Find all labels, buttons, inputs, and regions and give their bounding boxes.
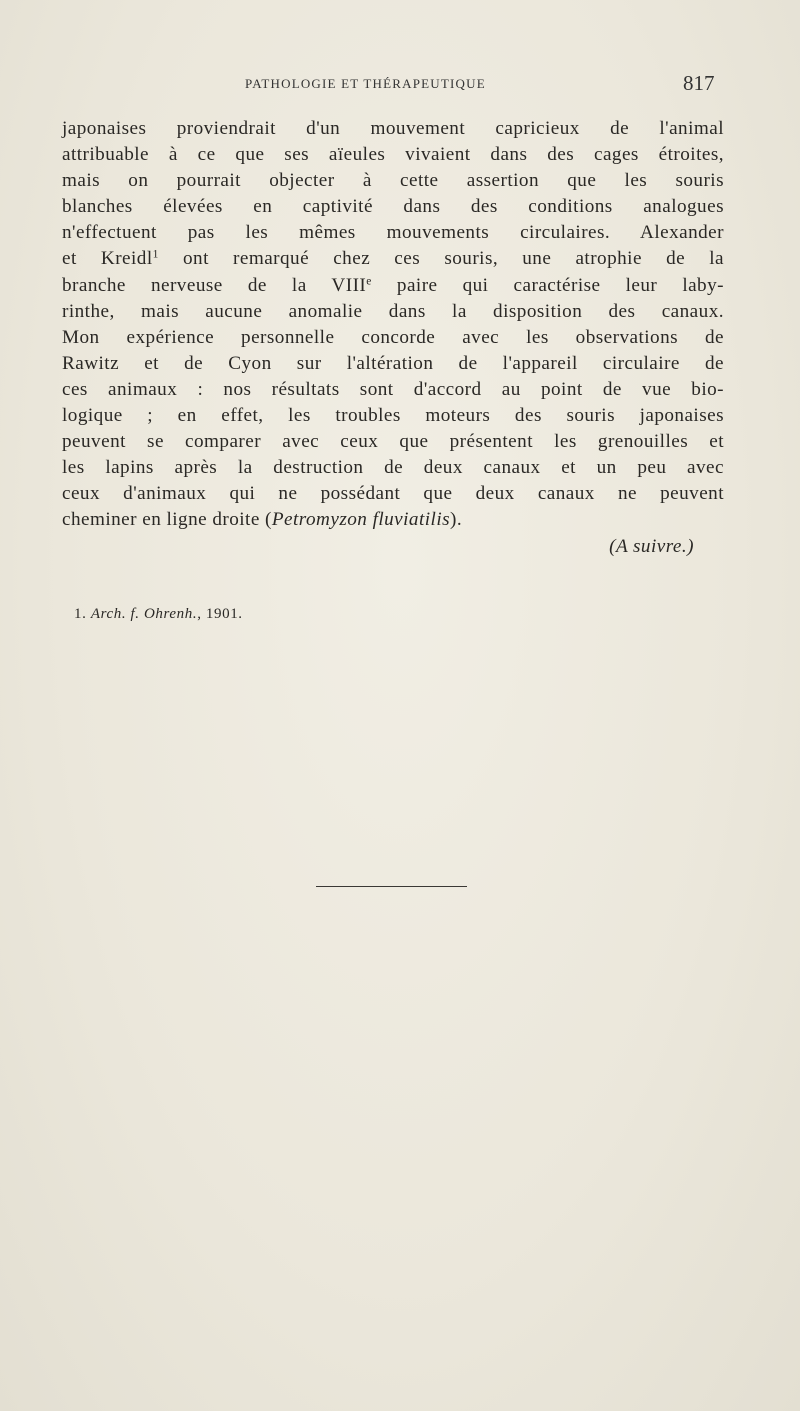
text-line: japonaises proviendrait d'un mouvement capricieux de l'animal <box>62 118 724 139</box>
continuation-text: (A suivre.) <box>609 535 694 557</box>
text-line <box>62 507 724 533</box>
text-line: logique ; en effet, les troubles moteurs des souris japonaises <box>62 405 724 427</box>
line-start: branche nerveuse de la VIII <box>62 274 367 296</box>
page-number: 817 <box>683 71 715 95</box>
footnote <box>74 606 243 623</box>
text-line: attribuable à ce que ses aïeules vivaient dans des cages étroites, <box>62 144 724 166</box>
text-line: Mon expérience personnelle concorde avec les observations de <box>62 326 724 348</box>
text-line: Rawitz et de Cyon sur l'altération de l'appareil circulaire de <box>62 352 724 374</box>
body-paragraph <box>62 116 724 560</box>
text-line: ces animaux : nos résultats sont d'accord au point de vue bio- <box>62 378 724 400</box>
text-line: n'effectuent pas les mêmes mouvements circulaires. Alexander <box>62 222 724 244</box>
author-names: et Kreidl <box>62 248 153 270</box>
line-remainder: paire qui caractérise leur laby- <box>396 274 724 296</box>
footnote-reference: 1 <box>152 249 159 262</box>
text-line: peuvent se comparer avec ceux que présentent les grenouilles et <box>62 431 724 453</box>
text-line <box>62 246 724 272</box>
text-line: mais on pourrait objecter à cette assertion que les souris <box>62 170 724 192</box>
text-line: les lapins après la destruction de deux canaux et un peu avec <box>62 457 724 479</box>
text-line: ceux d'animaux qui ne possédant que deux canaux ne peuvent <box>62 483 724 505</box>
text-line: rinthe, mais aucune anomalie dans la disposition des canaux. <box>62 300 724 322</box>
footnote-source: Arch. f. Ohrenh. <box>90 606 198 622</box>
text-line <box>62 273 724 299</box>
superscript-ordinal: e <box>366 275 372 288</box>
line-remainder: ont remarqué chez ces souris, une atrophie de la <box>183 248 724 270</box>
continuation-note <box>62 534 724 560</box>
species-name: Petromyzon fluviatilis <box>271 509 451 531</box>
footnote-number: 1. <box>74 606 87 622</box>
line-end: ). <box>450 509 463 531</box>
running-title: PATHOLOGIE ET THÉRAPEUTIQUE <box>245 76 486 91</box>
footnote-year: , 1901. <box>197 606 243 622</box>
text-line: blanches élevées en captivité dans des conditions analogues <box>62 196 724 218</box>
section-divider <box>316 886 467 887</box>
line-start: cheminer en ligne droite ( <box>62 509 272 531</box>
